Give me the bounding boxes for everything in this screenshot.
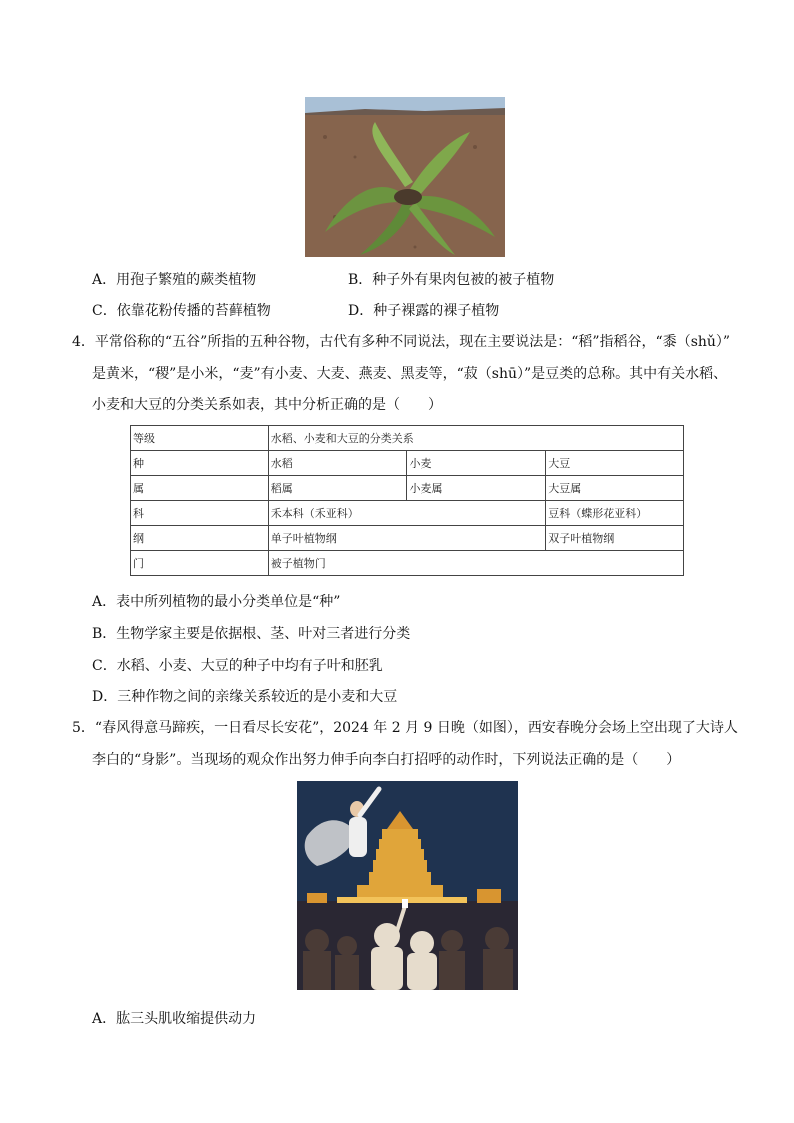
table-cell: 科 [131, 501, 269, 526]
table-row [131, 476, 684, 501]
q3-option-a: A．用孢子繁殖的蕨类植物 [92, 272, 257, 288]
table-cell: 小麦 [407, 451, 546, 476]
table-cell: 水稻、小麦和大豆的分类关系 [268, 426, 683, 451]
table-cell: 稻属 [268, 476, 407, 501]
table-cell: 种 [131, 451, 269, 476]
gala-photo [297, 781, 518, 990]
q3-option-c: C．依靠花粉传播的苔藓植物 [92, 303, 271, 319]
table-cell: 禾本科（禾亚科） [268, 501, 545, 526]
table-cell: 门 [131, 551, 269, 576]
classification-table [130, 425, 684, 576]
table-cell: 大豆属 [546, 476, 684, 501]
table-cell: 大豆 [546, 451, 684, 476]
q4-stem-line2: 是黄米，“稷”是小米，“麦”有小麦、大麦、燕麦、黑麦等，“菽（shū）”是豆类的总称。其中有关水稻、 [92, 366, 728, 382]
table-cell: 纲 [131, 526, 269, 551]
q4-option-c: C．水稻、小麦、大豆的种子中均有子叶和胚乳 [92, 658, 383, 674]
q3-option-b: B．种子外有果肉包被的被子植物 [348, 272, 555, 288]
q3-option-d: D．种子裸露的裸子植物 [348, 303, 500, 319]
q4-option-d: D．三种作物之间的亲缘关系较近的是小麦和大豆 [92, 689, 398, 705]
q4-option-a: A．表中所列植物的最小分类单位是“种” [92, 594, 341, 610]
table-cell: 水稻 [268, 451, 407, 476]
table-cell: 小麦属 [407, 476, 546, 501]
table-row [131, 526, 684, 551]
table-cell: 双子叶植物纲 [546, 526, 684, 551]
table-cell: 等级 [131, 426, 269, 451]
table-row [131, 426, 684, 451]
table-cell: 属 [131, 476, 269, 501]
table-row [131, 551, 684, 576]
table-cell: 单子叶植物纲 [268, 526, 545, 551]
table-cell: 被子植物门 [268, 551, 683, 576]
q5-option-a: A．肱三头肌收缩提供动力 [92, 1011, 257, 1027]
table-cell: 豆科（蝶形花亚科） [546, 501, 684, 526]
gala-illustration [297, 781, 518, 990]
table-row [131, 451, 684, 476]
q4-option-b: B．生物学家主要是依据根、茎、叶对三者进行分类 [92, 626, 411, 642]
q4-stem-line3: 小麦和大豆的分类关系如表，其中分析正确的是（ ） [92, 397, 442, 413]
q4-stem-line1: 4．平常俗称的“五谷”所指的五种谷物，古代有多种不同说法，现在主要说法是：“稻”指稻谷，“黍（shǔ）” [72, 334, 731, 350]
q5-stem-line1: 5．“春风得意马蹄疾，一日看尽长安花”，2024 年 2 月 9 日晚（如图），西安春晚分会场上空出现了大诗人 [72, 720, 738, 736]
q5-stem-line2: 李白的“身影”。当现场的观众作出努力伸手向李白打招呼的动作时，下列说法正确的是（ ） [92, 752, 681, 768]
welwitschia-illustration [305, 97, 505, 257]
table-row [131, 501, 684, 526]
welwitschia-photo [305, 97, 505, 257]
